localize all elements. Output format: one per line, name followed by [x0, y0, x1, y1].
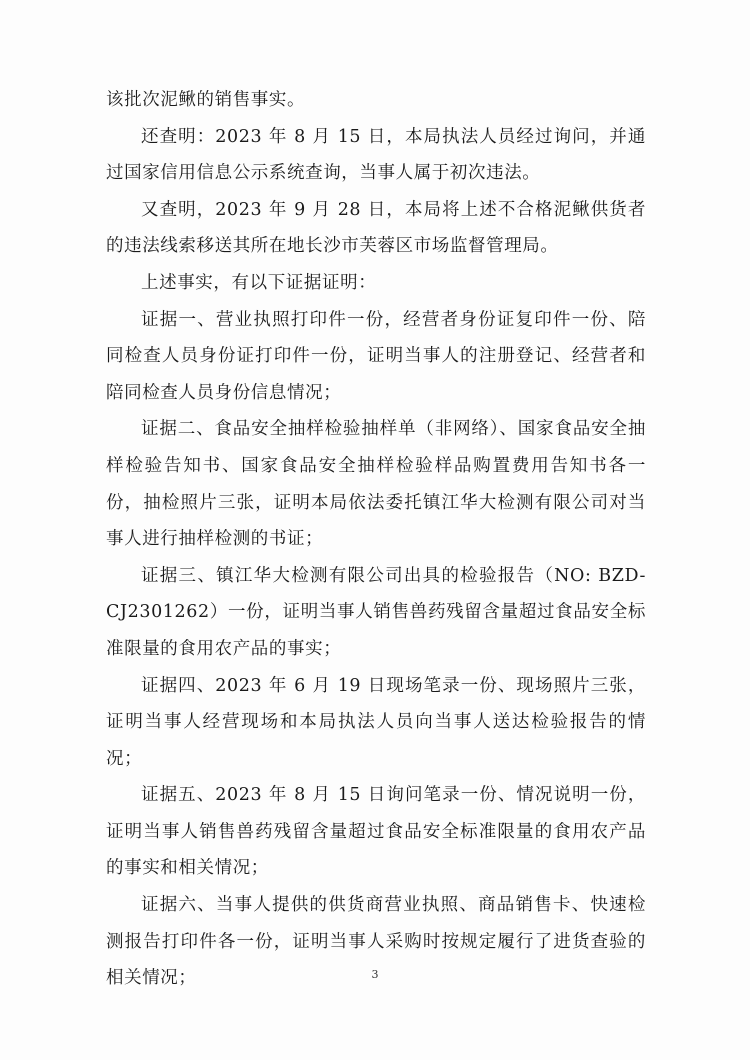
paragraph-evidence-3: 证据三、镇江华大检测有限公司出具的检验报告（NO: BZD-CJ2301262）一份，证明当事人销售兽药残留含量超过食品安全标准限量的食用农产品的事实； — [106, 565, 646, 659]
paragraph-evidence-4: 证据四、2023 年 6 月 19 日现场笔录一份、现场照片三张，证明当事人经营现场和本局执法人员向当事人送达检验报告的情况； — [106, 675, 646, 769]
page-number: 3 — [371, 968, 379, 981]
paragraph-also-found: 又查明，2023 年 9 月 28 日，本局将上述不合格泥鳅供货者的违法线索移送其所在地长沙市芙蓉区市场监督管理局。 — [106, 199, 646, 257]
paragraph-further-found: 还查明：2023 年 8 月 15 日，本局执法人员经过询问，并通过国家信用信息公示系统查询，当事人属于初次违法。 — [106, 126, 646, 184]
paragraph-evidence-intro: 上述事实，有以下证据证明： — [141, 272, 377, 293]
body-text — [106, 82, 646, 997]
paragraph-evidence-2: 证据二、食品安全抽样检验抽样单（非网络）、国家食品安全抽样检验告知书、国家食品安全抽样检验样品购置费用告知书各一份，抽检照片三张，证明本局依法委托镇江华大检测有限公司对当事人进行抽样检测的书证； — [106, 419, 646, 550]
paragraph-evidence-6: 证据六、当事人提供的供货商营业执照、商品销售卡、快速检测报告打印件各一份，证明当事人采购时按规定履行了进货查验的相关情况； — [106, 895, 646, 989]
paragraph-continuation: 该批次泥鳅的销售事实。 — [106, 90, 306, 110]
paragraph-evidence-1: 证据一、营业执照打印件一份，经营者身份证复印件一份、陪同检查人员身份证打印件一份，证明当事人的注册登记、经营者和陪同检查人员身份信息情况； — [106, 309, 646, 403]
paragraph-evidence-5: 证据五、2023 年 8 月 15 日询问笔录一份、情况说明一份，证明当事人销售兽药残留含量超过食品安全标准限量的食用农产品的事实和相关情况； — [106, 785, 646, 879]
